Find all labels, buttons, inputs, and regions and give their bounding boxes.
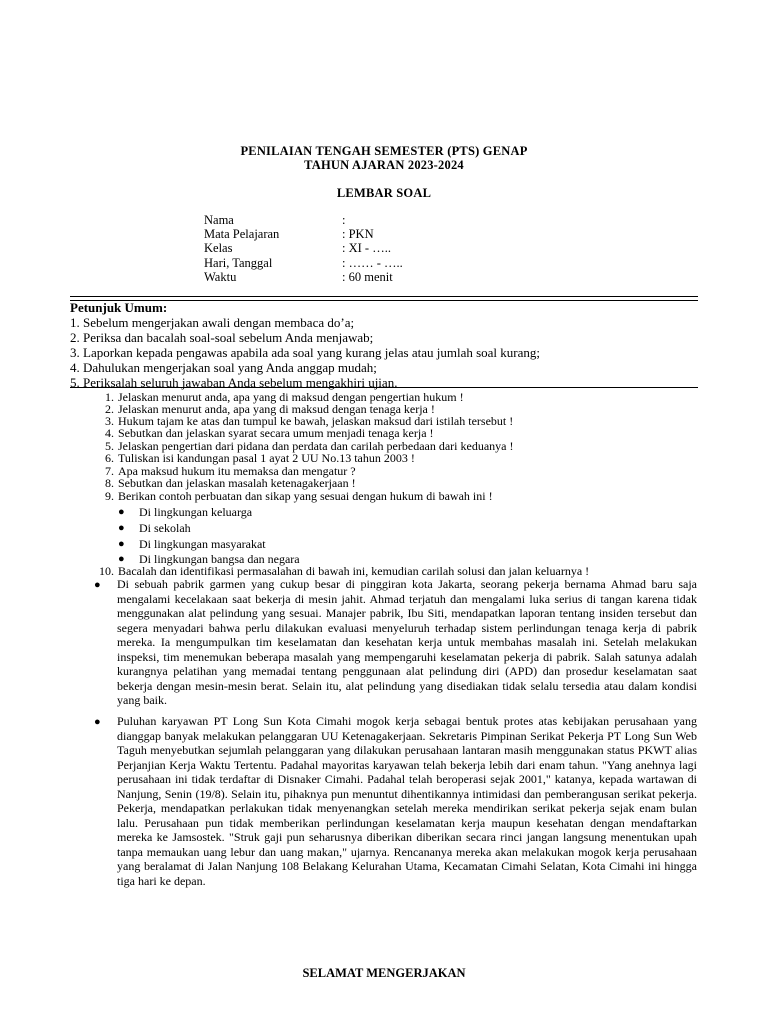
sub-item: Di lingkungan keluarga bbox=[139, 505, 253, 519]
bullet-icon: ● bbox=[94, 579, 101, 591]
instruction-item: 4. Dahulukan mengerjakan soal yang Anda anggap mudah; bbox=[70, 360, 377, 375]
question-text: Jelaskan menurut anda, apa yang di maksud dengan pengertian hukum ! bbox=[118, 390, 464, 404]
divider-bottom bbox=[70, 387, 698, 388]
question-number: 3. bbox=[105, 414, 114, 428]
identity-value: : …… - ….. bbox=[342, 256, 403, 270]
question-number: 8. bbox=[105, 476, 114, 490]
question-text: Berikan contoh perbuatan dan sikap yang sesuai dengan hukum di bawah ini ! bbox=[118, 489, 493, 503]
identity-value: : PKN bbox=[342, 227, 374, 241]
case-paragraph: Di sebuah pabrik garmen yang cukup besar di pinggiran kota Jakarta, seorang pekerja bernama Ahmad baru saja mengalami kecelakaan saat bekerja di mesin jahit. Ahmad terjatuh dan mengalami luka serius di tangan karena tidak menggunakan alat pelindung yang sesuai. Manajer pabrik, Ibu Siti, mendapatkan laporan tentang insiden tersebut dan segera menyadari bahwa perlu dilakukan evaluasi menyeluruh terhadap sistem perlindungan tenaga kerja di pabrik mereka. Ia mengumpulkan tim keselamatan dan kesehatan kerja untuk membahas masalah ini. Setelah melakukan inspeksi, tim menemukan beberapa masalah yang mempengaruhi keselamatan pekerja di pabrik. Salah satunya adalah kurangnya pelatihan yang memadai tentang penggunaan alat pelindung diri (APD) dan prosedur keselamatan saat bekerja dengan mesin-mesin berat. Selain itu, alat pelindung yang disediakan tidak selalu tersedia atau dalam kondisi yang baik. bbox=[117, 577, 697, 707]
sub-item: Di sekolah bbox=[139, 521, 191, 535]
identity-value: : XI - ….. bbox=[342, 241, 391, 255]
question-number: 6. bbox=[105, 451, 114, 465]
identity-label: Waktu bbox=[204, 270, 237, 284]
question-text: Sebutkan dan jelaskan masalah ketenagakerjaan ! bbox=[118, 476, 356, 490]
academic-year: TAHUN AJARAN 2023-2024 bbox=[304, 158, 464, 172]
question-number: 9. bbox=[105, 489, 114, 503]
question-number: 1. bbox=[105, 390, 114, 404]
instruction-item: 2. Periksa dan bacalah soal-soal sebelum Anda menjawab; bbox=[70, 330, 374, 345]
question-number: 2. bbox=[105, 402, 114, 416]
question-number: 10. bbox=[99, 564, 114, 578]
question-text: Apa maksud hukum itu memaksa dan mengatur ? bbox=[118, 464, 356, 478]
question-text: Bacalah dan identifikasi permasalahan di bawah ini, kemudian carilah solusi dan jalan keluarnya ! bbox=[118, 564, 590, 578]
question-text: Tuliskan isi kandungan pasal 1 ayat 2 UU No.13 tahun 2003 ! bbox=[118, 451, 415, 465]
bullet-icon: ● bbox=[118, 522, 125, 534]
instruction-item: 1. Sebelum mengerjakan awali dengan membaca do’a; bbox=[70, 315, 355, 330]
identity-label: Kelas bbox=[204, 241, 233, 255]
question-text: Hukum tajam ke atas dan tumpul ke bawah, jelaskan maksud dari istilah tersebut ! bbox=[118, 414, 514, 428]
bullet-icon: ● bbox=[94, 716, 101, 728]
question-text: Sebutkan dan jelaskan syarat secara umum menjadi tenaga kerja ! bbox=[118, 426, 434, 440]
question-text: Jelaskan pengertian dari pidana dan perdata dan carilah perbedaan dari keduanya ! bbox=[118, 439, 514, 453]
bullet-icon: ● bbox=[118, 506, 125, 518]
sub-item: Di lingkungan masyarakat bbox=[139, 537, 266, 551]
identity-value: : bbox=[342, 213, 346, 227]
identity-label: Nama bbox=[204, 213, 234, 227]
identity-label: Hari, Tanggal bbox=[204, 256, 273, 270]
instructions-heading: Petunjuk Umum: bbox=[70, 300, 168, 315]
exam-title: PENILAIAN TENGAH SEMESTER (PTS) GENAP bbox=[240, 144, 528, 158]
case-paragraph: Puluhan karyawan PT Long Sun Kota Cimahi mogok kerja sebagai bentuk protes atas kebijakan perusahaan yang dianggap banyak melakukan pelanggaran UU Ketenagakerjaan. Sekretaris Pimpinan Serikat Pekerja PT Long Sun Web Taguh menyebutkan sejumlah pelanggaran yang dilakukan perusahaan lantaran masih menggunakan status PKWT alias Perjanjian Kerja Waktu Tertentu. Padahal mayoritas karyawan telah bekerja lebih dari enam tahun. "Yang anehnya lagi perusahaan ini tidak terdaftar di Disnaker Cimahi. Padahal telah beroperasi sejak 2001," katanya, kepada wartawan di Nanjung, Senin (19/8). Selain itu, pihaknya pun menuntut dihentikannya intimidasi dan pemberangusan serikat pekerja. Pekerja, mendapatkan perlakukan tidak menyenangkan setelah mereka mendirikan serikat pekerja sejak enam bulan lalu. Perusahaan pun tidak memberikan perlindungan keselamatan kerja maupun kesehatan dengan mendaftarkan mereka ke Jamsostek. "Struk gaji pun seharusnya diberikan diberikan secara rinci jangan langsung menentukan upah tanpa memaukan uang lebur dan uang makan," ujarnya. Rencananya mereka akan melakukan mogok kerja perusahaan yang beralamat di Jalan Nanjung 108 Belakang Kelurahan Utama, Kecamatan Cimahi Selatan, Kota Cimahi ini hingga tiga hari ke depan. bbox=[117, 714, 697, 888]
closing-message: SELAMAT MENGERJAKAN bbox=[302, 966, 466, 980]
question-text: Jelaskan menurut anda, apa yang di maksud dengan tenaga kerja ! bbox=[118, 402, 435, 416]
sheet-subtitle: LEMBAR SOAL bbox=[336, 186, 432, 200]
bullet-icon: ● bbox=[118, 553, 125, 565]
instruction-item: 3. Laporkan kepada pengawas apabila ada soal yang kurang jelas atau jumlah soal kurang; bbox=[70, 345, 540, 360]
identity-value: : 60 menit bbox=[342, 270, 393, 284]
sub-item: Di lingkungan bangsa dan negara bbox=[139, 552, 300, 566]
bullet-icon: ● bbox=[118, 538, 125, 550]
question-number: 4. bbox=[105, 426, 114, 440]
question-number: 5. bbox=[105, 439, 114, 453]
identity-label: Mata Pelajaran bbox=[204, 227, 280, 241]
instruction-item: 5. Periksalah seluruh jawaban Anda sebelum mengakhiri ujian. bbox=[70, 375, 398, 390]
divider-top bbox=[70, 296, 698, 297]
question-number: 7. bbox=[105, 464, 114, 478]
